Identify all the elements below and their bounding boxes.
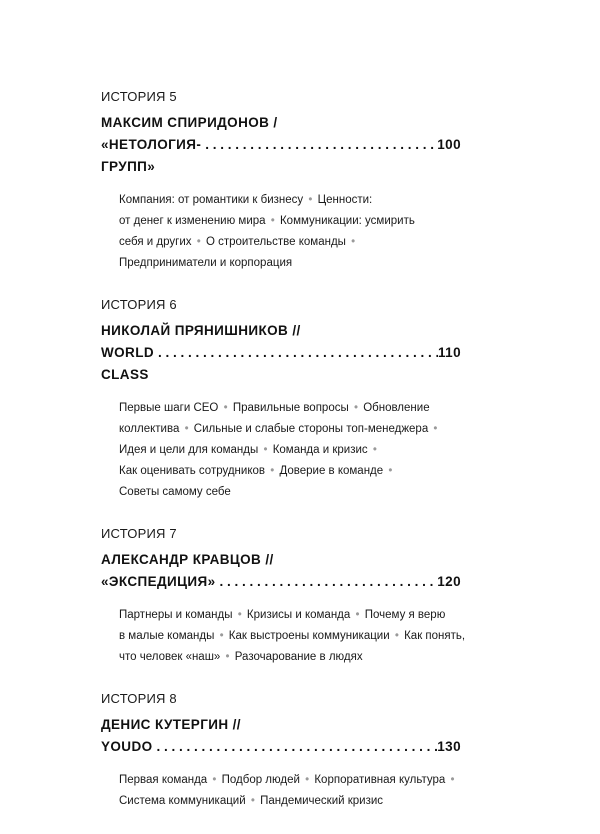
- bullet-separator: •: [355, 609, 360, 621]
- topic-line: [119, 253, 461, 274]
- story-label: ИСТОРИЯ 7: [101, 526, 177, 541]
- topic: Как понять,: [404, 630, 466, 642]
- page-number: 110: [438, 345, 461, 360]
- toc-story-8: [101, 690, 461, 812]
- topic-line: [119, 461, 461, 482]
- topic: что человек «наш»: [119, 651, 221, 663]
- bullet-separator: •: [270, 465, 275, 477]
- topic: Разочарование в людях: [234, 651, 363, 663]
- bullet-separator: •: [353, 402, 358, 414]
- bullet-separator: •: [184, 423, 189, 435]
- topic: Компания: от романтики к бизнесу: [119, 194, 304, 206]
- topic: Почему я верю: [364, 609, 446, 621]
- bullet-separator: •: [394, 630, 399, 642]
- story-author: ДЕНИС КУТЕРГИН //: [101, 717, 241, 732]
- story-company: YOUDO: [101, 739, 153, 754]
- topic: Как оценивать сотрудников: [119, 465, 265, 477]
- topic-list: [101, 770, 461, 812]
- page-number: 130: [437, 739, 461, 754]
- dot-leader: [216, 571, 438, 593]
- story-label: ИСТОРИЯ 8: [101, 691, 177, 706]
- bullet-separator: •: [212, 774, 217, 786]
- bullet-separator: •: [433, 423, 438, 435]
- story-company-line: [101, 342, 461, 386]
- topic: Предприниматели и корпорация: [119, 257, 293, 269]
- topic-list: [101, 605, 466, 668]
- topic: Подбор людей: [221, 774, 300, 786]
- story-label: ИСТОРИЯ 6: [101, 297, 177, 312]
- topic-line: [119, 770, 461, 791]
- topic: коллектива: [119, 423, 180, 435]
- bullet-separator: •: [308, 194, 313, 206]
- bullet-separator: •: [237, 609, 242, 621]
- story-company: «ЭКСПЕДИЦИЯ»: [101, 574, 216, 589]
- bullet-separator: •: [263, 444, 268, 456]
- topic: Первые шаги CEO: [119, 402, 219, 414]
- bullet-separator: •: [450, 774, 455, 786]
- bullet-separator: •: [351, 236, 356, 248]
- topic: О строительстве команды: [205, 236, 346, 248]
- story-company: WORLD CLASS: [101, 345, 154, 382]
- toc-story-7: [101, 525, 466, 668]
- story-company: «НЕТОЛОГИЯ-ГРУПП»: [101, 137, 202, 174]
- topic: Пандемический кризис: [260, 795, 384, 807]
- story-company-line: [101, 736, 461, 758]
- story-author: НИКОЛАЙ ПРЯНИШНИКОВ //: [101, 323, 301, 338]
- topic-line: [119, 482, 461, 503]
- topic: Правильные вопросы: [232, 402, 349, 414]
- topic: Коммуникации: усмирить: [279, 215, 415, 227]
- bullet-separator: •: [305, 774, 310, 786]
- topic-list: [101, 398, 461, 503]
- topic: Доверие в команде: [279, 465, 384, 477]
- toc-story-6: [101, 296, 461, 503]
- topic: в малые команды: [119, 630, 215, 642]
- topic: от денег к изменению мира: [119, 215, 266, 227]
- story-label: ИСТОРИЯ 5: [101, 89, 177, 104]
- dot-leader: [153, 736, 438, 758]
- page-number: 100: [437, 137, 461, 152]
- story-author: АЛЕКСАНДР КРАВЦОВ //: [101, 552, 274, 567]
- topic-line: [119, 398, 461, 419]
- story-company-line: [101, 134, 461, 178]
- topic-line: [119, 419, 461, 440]
- topic: Корпоративная культура: [314, 774, 446, 786]
- table-of-contents: [101, 88, 466, 834]
- story-company-line: [101, 571, 461, 593]
- topic-line: [119, 647, 461, 668]
- topic: Первая команда: [119, 774, 208, 786]
- dot-leader: [201, 134, 437, 156]
- topic-line: [119, 626, 466, 647]
- topic-line: [119, 211, 461, 232]
- topic: Команда и кризис: [272, 444, 368, 456]
- story-author: МАКСИМ СПИРИДОНОВ /: [101, 115, 278, 130]
- topic-line: [119, 190, 461, 211]
- bullet-separator: •: [270, 215, 275, 227]
- bullet-separator: •: [388, 465, 393, 477]
- toc-story-5: [101, 88, 461, 274]
- topic: себя и других: [119, 236, 192, 248]
- topic-line: [119, 232, 461, 253]
- bullet-separator: •: [219, 630, 224, 642]
- topic: Обновление: [363, 402, 430, 414]
- topic: Ценности:: [317, 194, 373, 206]
- topic-list: [101, 190, 461, 274]
- topic: Как выстроены коммуникации: [228, 630, 390, 642]
- topic: Сильные и слабые стороны топ-менеджера: [193, 423, 429, 435]
- dot-leader: [154, 342, 438, 364]
- bullet-separator: •: [223, 402, 228, 414]
- topic: Партнеры и команды: [119, 609, 233, 621]
- page-number: 120: [437, 574, 461, 589]
- topic: Кризисы и команда: [246, 609, 351, 621]
- topic-line: [119, 440, 461, 461]
- topic: Идея и цели для команды: [119, 444, 259, 456]
- bullet-separator: •: [250, 795, 255, 807]
- topic-line: [119, 791, 461, 812]
- topic: Советы самому себе: [119, 486, 231, 498]
- bullet-separator: •: [372, 444, 377, 456]
- bullet-separator: •: [225, 651, 230, 663]
- topic: Система коммуникаций: [119, 795, 246, 807]
- topic-line: [119, 605, 461, 626]
- bullet-separator: •: [196, 236, 201, 248]
